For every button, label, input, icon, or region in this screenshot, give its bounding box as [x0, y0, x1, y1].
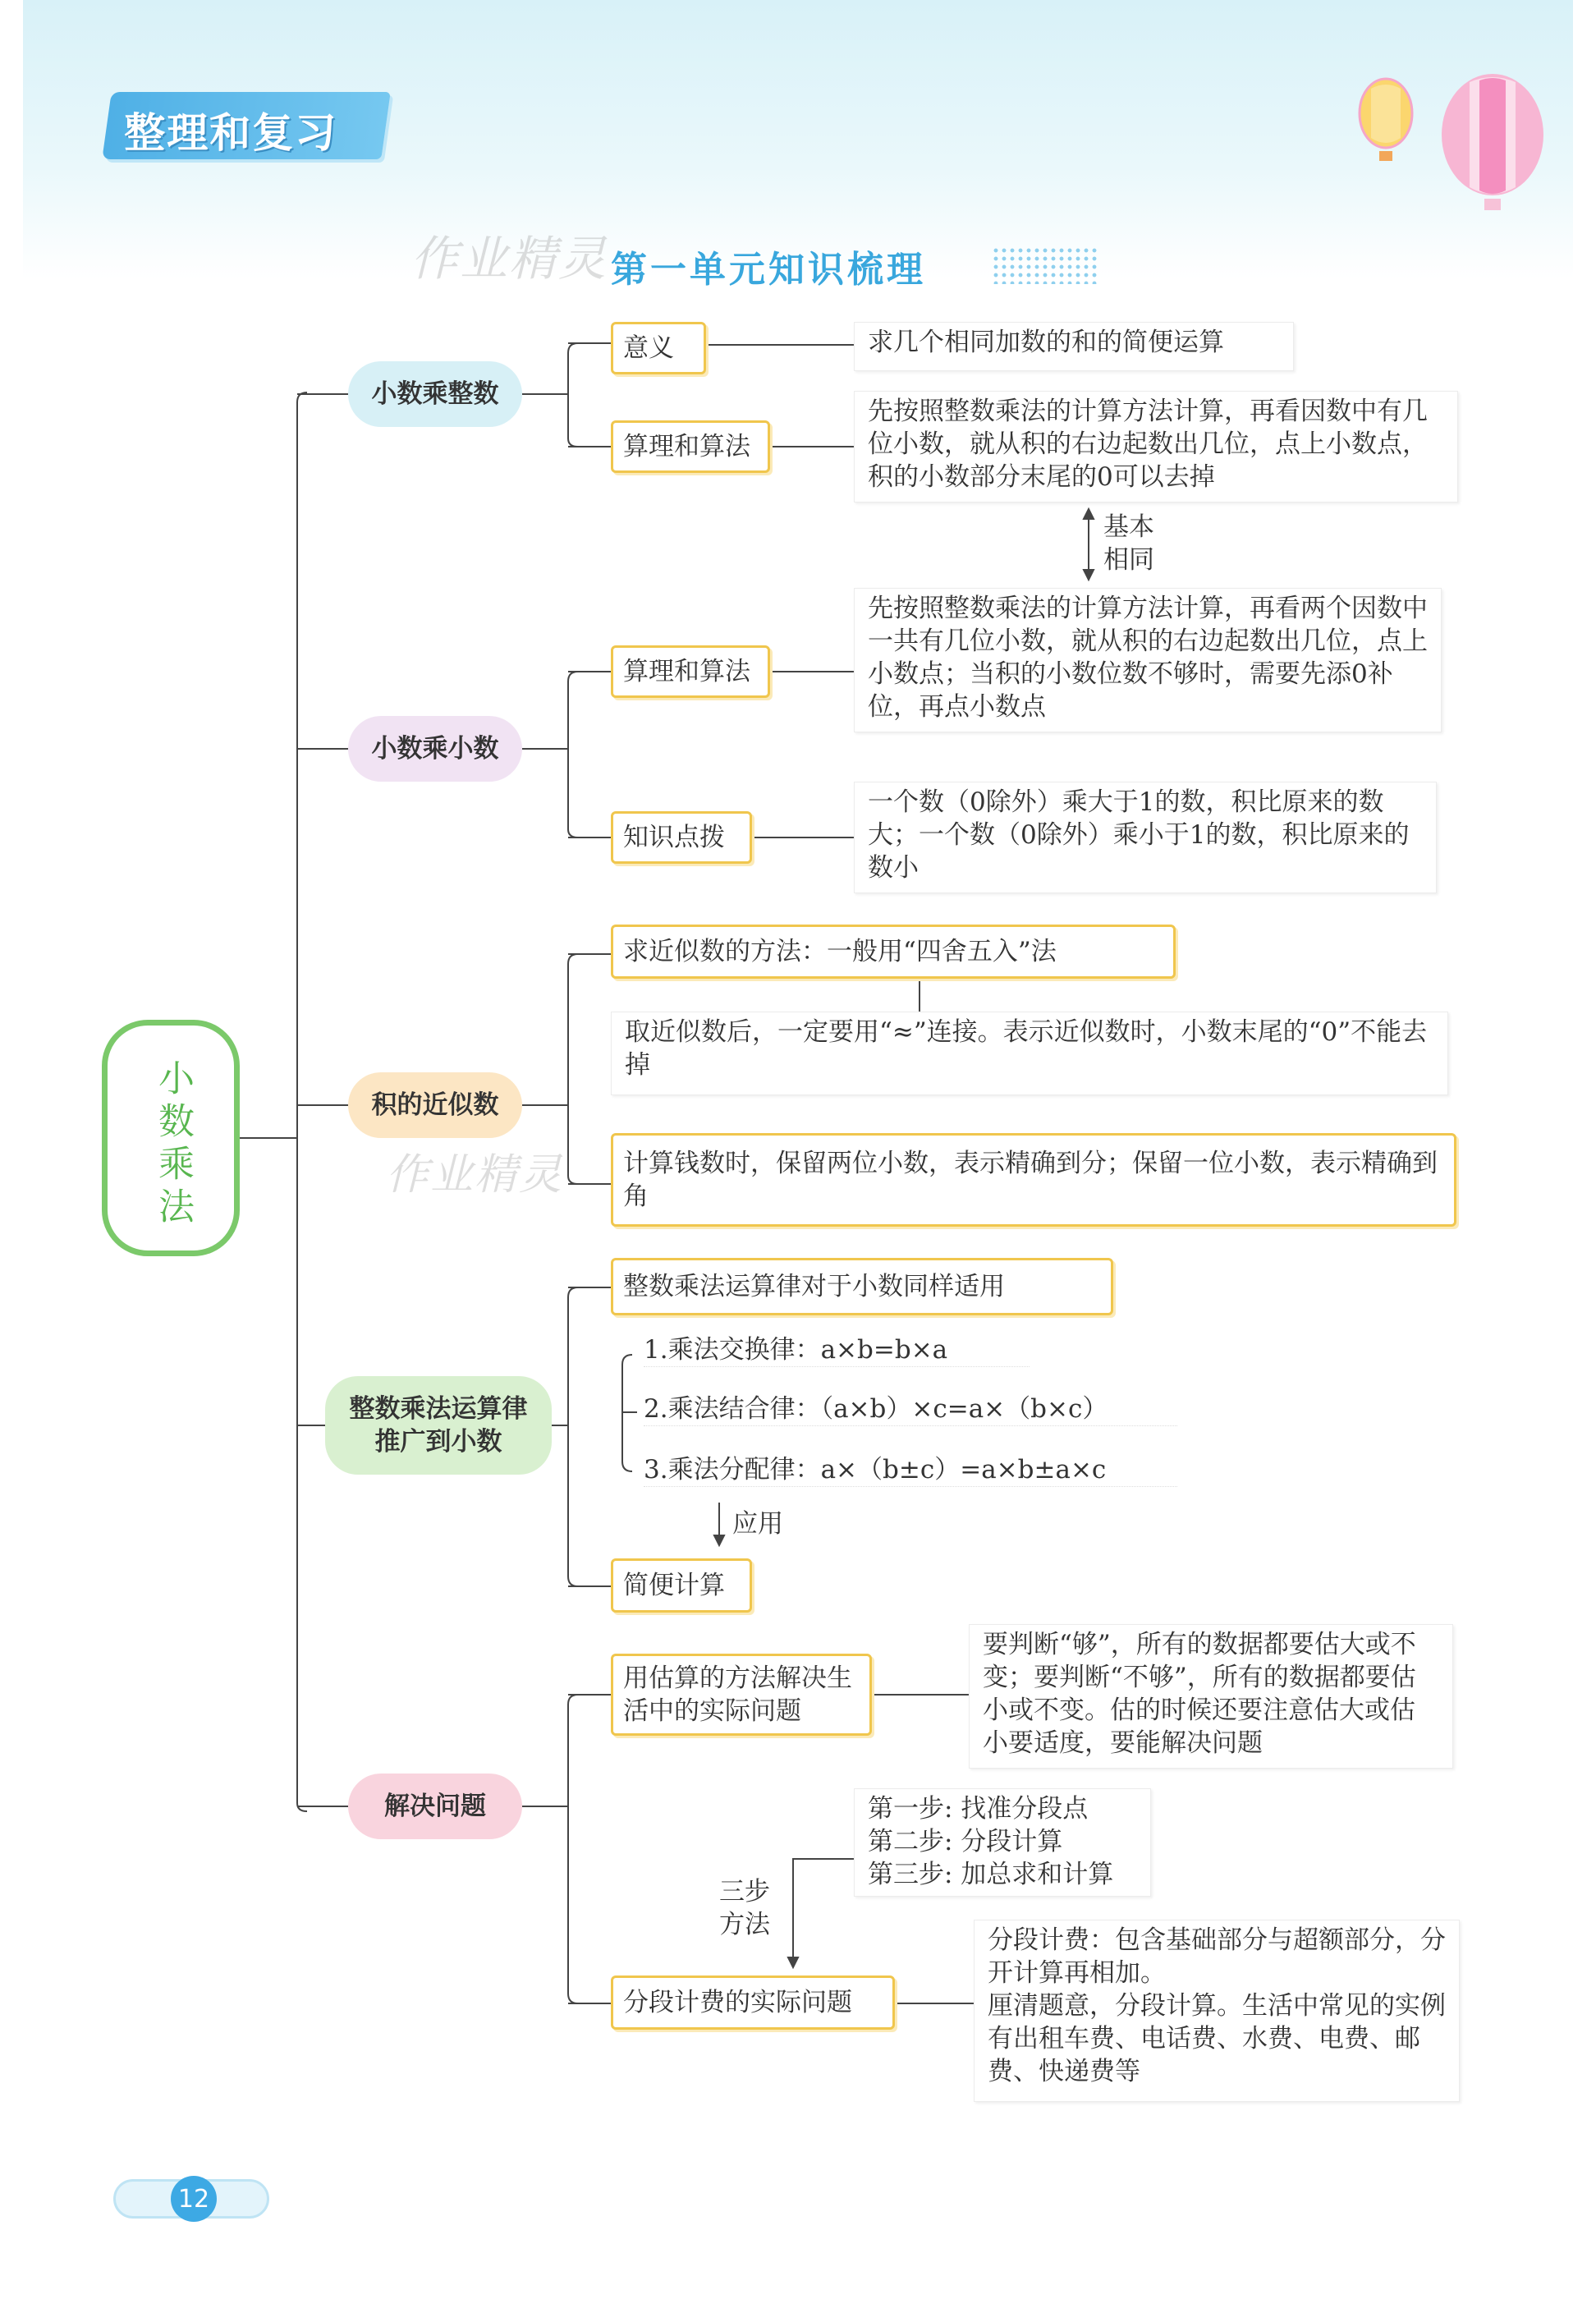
page-number: 12	[171, 2176, 217, 2222]
three-steps-label: 三步方法	[719, 1877, 770, 1939]
node-approx-method: 求近似数的方法：一般用“四舍五入”法	[611, 925, 1176, 979]
node-algorithm-1: 算理和算法	[611, 420, 770, 473]
category-problem-solving: 解决问题	[348, 1774, 522, 1839]
node-tips: 知识点拨	[611, 811, 752, 864]
approx-note: 取近似数后，一定要用“≈”连接。表示近似数时，小数末尾的“0”不能去掉	[611, 1012, 1448, 1095]
node-simple-calc: 简便计算	[611, 1558, 752, 1613]
law-associative: 2.乘法结合律：（a×b）×c=a×（b×c）	[644, 1393, 1177, 1426]
law-commutative: 1.乘法交换律：a×b=b×a	[644, 1333, 1030, 1367]
watermark: 作业精灵	[410, 231, 608, 287]
node-segment: 分段计费的实际问题	[611, 1975, 895, 2030]
algorithm-1-desc: 先按照整数乘法的计算方法计算，再看因数中有几位小数，就从积的右边起数出几位，点上小数点，积的小数部分末尾的0可以去掉	[854, 391, 1458, 502]
tips-desc: 一个数（0除外）乘大于1的数，积比原来的数大；一个数（0除外）乘小于1的数，积比原来的数小	[854, 782, 1437, 893]
node-laws-apply: 整数乘法运算律对于小数同样适用	[611, 1258, 1113, 1315]
category-decimal-times-decimal: 小数乘小数	[348, 716, 522, 782]
watermark-2: 作业精灵	[386, 1150, 564, 1200]
apply-label: 应用	[732, 1509, 783, 1539]
category-laws-extended-label: 整数乘法运算律推广到小数	[349, 1394, 528, 1457]
segment-desc: 分段计费：包含基础部分与超额部分，分开计算再相加。 厘清题意，分段计算。生活中常见的实例有出租车费、电话费、水费、电费、邮费、快递费等	[974, 1920, 1460, 2102]
meaning-desc: 求几个相同加数的和的简便运算	[854, 322, 1294, 371]
category-decimal-times-integer: 小数乘整数	[348, 361, 522, 427]
page-title: 第一单元知识梳理	[611, 249, 926, 291]
category-laws-extended	[325, 1376, 552, 1475]
category-product-approximation: 积的近似数	[348, 1072, 522, 1138]
law-distributive: 3.乘法分配律：a×（b±c）=a×b±a×c	[644, 1453, 1177, 1487]
node-approx-money: 计算钱数时，保留两位小数，表示精确到分；保留一位小数，表示精确到角	[611, 1133, 1456, 1227]
basic-same-label: 基本相同	[1103, 512, 1154, 575]
section-tab-label: 整理和复习	[124, 109, 338, 157]
root-label: 小数乘法	[152, 1059, 194, 1230]
estimate-desc: 要判断“够”，所有的数据都要估大或不变；要判断“不够”，所有的数据都要估小或不变。估的时候还要注意估大或估小要适度，要能解决问题	[969, 1624, 1453, 1769]
algorithm-2-desc: 先按照整数乘法的计算方法计算，再看两个因数中一共有几位小数，就从积的右边起数出几位，点上小数点；当积的小数位数不够时，需要先添0补位，再点小数点	[854, 588, 1442, 732]
node-estimate: 用估算的方法解决生活中的实际问题	[611, 1654, 872, 1736]
node-meaning: 意义	[611, 322, 706, 374]
steps-desc: 第一步: 找准分段点 第二步: 分段计算 第三步: 加总求和计算	[854, 1788, 1151, 1897]
root-node	[102, 1020, 240, 1256]
node-algorithm-2: 算理和算法	[611, 645, 770, 698]
